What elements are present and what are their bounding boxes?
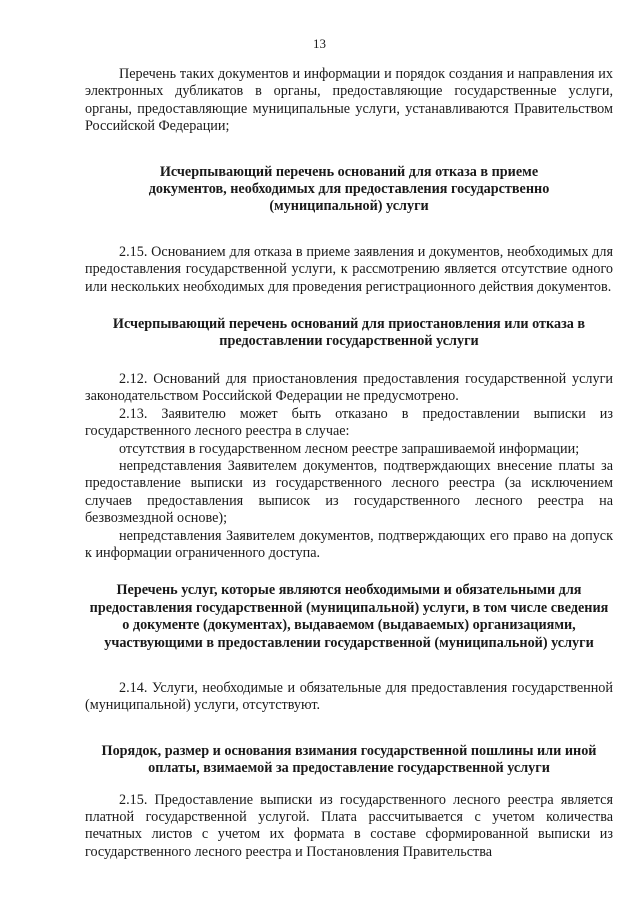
paragraph-intro: Перечень таких документов и информации и порядок создания и направления их электронных дубликатов в органы, предоставляющие государственные услуги, органы, предоставляющие муниципальные услуги, устанавливаются Правительством Российской Федерации; <box>85 66 613 135</box>
heading-required-services: Перечень услуг, которые являются необходимыми и обязательными для предоставления государственной (муниципальной) услуги, в том числе сведения о документе (документах), выдаваемом (выдаваемых) организациями, участвующими в предоставлении государственной (муниципальной) услуги <box>89 582 609 651</box>
heading-fee: Порядок, размер и основания взимания государственной пошлины или иной оплаты, взимаемой за предоставление государственной услуги <box>101 742 597 777</box>
list-item-fee-documents: непредставления Заявителем документов, подтверждающих внесение платы за предоставление выписки из государственного лесного реестра (за исключением случаев предоставления выписок из государственного лесного реестра на безвозмездной основе); <box>85 457 613 527</box>
list-item-absence: отсутствия в государственном лесном реестре запрашиваемой информации; <box>119 440 580 457</box>
heading-suspension: Исчерпывающий перечень оснований для приостановления или отказа в предоставлении государственной услуги <box>112 316 586 350</box>
heading-refusal-acceptance: Исчерпывающий перечень оснований для отказа в приеме документов, необходимых для предоставления государственно (муниципальной) услуги <box>148 163 550 215</box>
paragraph-2-14: 2.14. Услуги, необходимые и обязательные для предоставления государственной (муниципальной) услуги, отсутствуют. <box>85 679 613 714</box>
paragraph-2-12: 2.12. Оснований для приостановления предоставления государственной услуги законодательством Российской Федерации не предусмотрено. <box>85 370 613 405</box>
paragraph-2-13: 2.13. Заявителю может быть отказано в предоставлении выписки из государственного лесного реестра в случае: <box>85 405 613 440</box>
paragraph-2-15-fee: 2.15. Предоставление выписки из государственного лесного реестра является платной государственной услугой. Плата рассчитывается с учетом количества печатных листов с учетом их формата в составе сформированной выписки из государственного лесного реестра и Постановления Правительства <box>85 791 613 860</box>
page-number: 13 <box>313 36 326 51</box>
paragraph-2-15-refusal: 2.15. Основанием для отказа в приеме заявления и документов, необходимых для предоставления государственной услуги, к рассмотрению является отсутствие одного или нескольких необходимых для проведения регистрационного действия документов. <box>85 243 613 295</box>
page-content <box>85 66 613 861</box>
list-item-access-documents: непредставления Заявителем документов, подтверждающих его право на допуск к информации ограниченного доступа. <box>85 527 613 561</box>
